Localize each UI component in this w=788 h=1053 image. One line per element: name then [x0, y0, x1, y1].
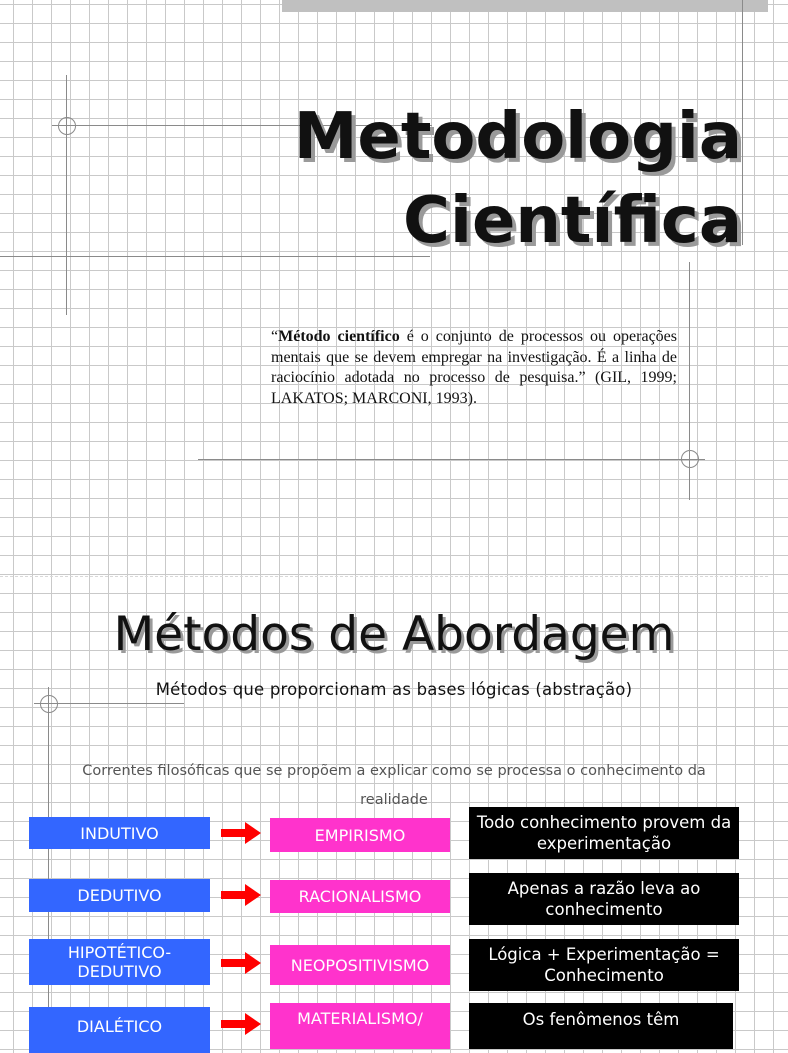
method-box: DIALÉTICO [29, 1007, 210, 1053]
top-bar [282, 0, 768, 12]
section-title: Métodos de Abordagem [113, 607, 675, 662]
deco-line [742, 0, 743, 245]
description-box: Apenas a razão leva ao conhecimento [469, 873, 739, 925]
school-box: EMPIRISMO [270, 818, 450, 852]
deco-circle [681, 450, 699, 468]
quote-text: é o conjunto de processos ou operações mentais que se devem empregar na investigação. É a linha de raciocínio adotada no processo de pesquisa.” (GIL, 1999; LAKATOS; MARCONI, 1993). [271, 328, 678, 407]
right-arrow-icon [221, 1013, 261, 1035]
slide-metodos-abordagem [0, 576, 768, 1036]
description-box: Lógica + Experimentação = Conhecimento [469, 939, 739, 991]
description-box: Os fenômenos têm [469, 1003, 733, 1049]
method-box: DEDUTIVO [29, 879, 210, 912]
intro-text: Correntes filosóficas que se propõem a explicar como se processa o conhecimento da realidade [82, 763, 706, 808]
deco-line [66, 75, 67, 315]
right-arrow-icon [221, 952, 261, 974]
slide-title [122, 95, 742, 263]
right-arrow-icon [221, 884, 261, 906]
defined-term: Método científico [278, 328, 400, 345]
method-box: INDUTIVO [29, 817, 210, 849]
method-box: HIPOTÉTICO-DEDUTIVO [29, 939, 210, 985]
title-line-2: Científica [403, 184, 742, 258]
description-box: Todo conhecimento provem da experimentação [469, 807, 739, 859]
school-box: MATERIALISMO/ [270, 1003, 450, 1049]
school-box: RACIONALISMO [270, 880, 450, 913]
definition-quote [271, 327, 677, 409]
school-box: NEOPOSITIVISMO [270, 945, 450, 985]
deco-line [198, 459, 705, 460]
deco-circle [58, 117, 76, 135]
right-arrow-icon [221, 822, 261, 844]
title-line-1: Metodologia [293, 100, 742, 174]
section-subtitle: Métodos que proporcionam as bases lógicas (abstração) [155, 680, 633, 699]
open-quote: “ [271, 328, 279, 345]
